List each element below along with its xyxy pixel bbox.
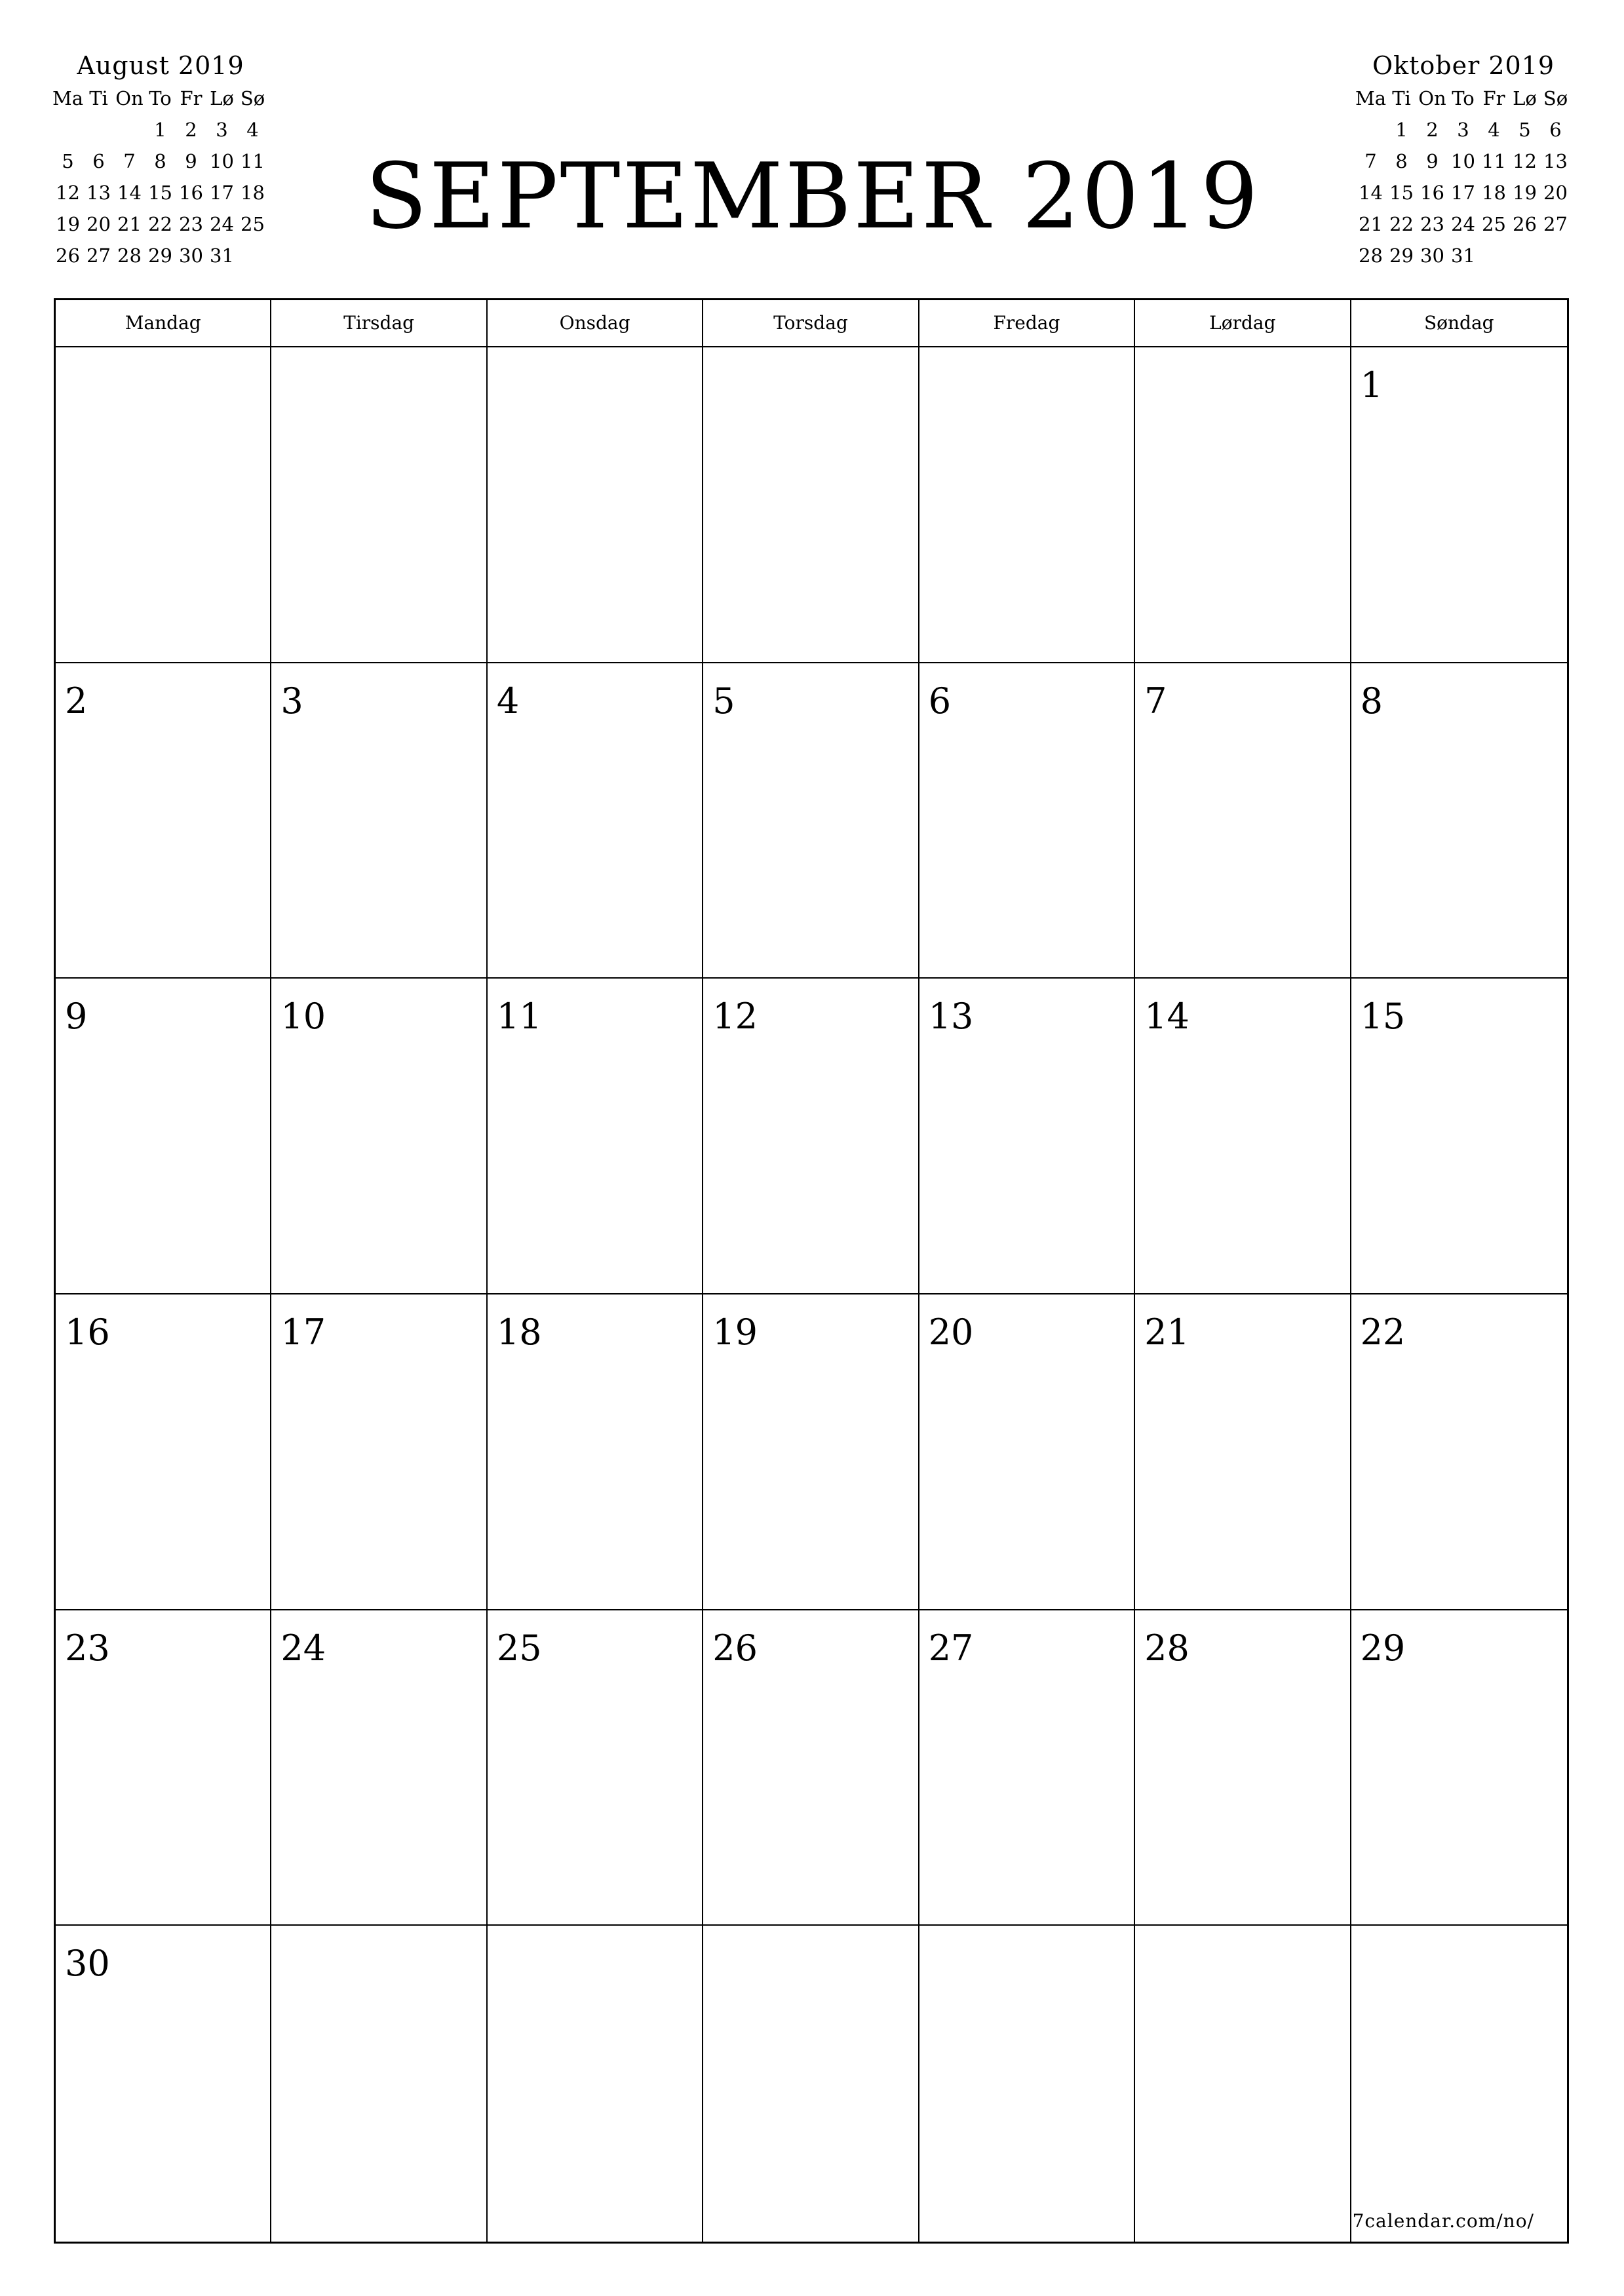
day-number: 15 bbox=[1360, 996, 1406, 1038]
day-cell bbox=[271, 1610, 487, 1926]
mini-day: 15 bbox=[1389, 182, 1414, 204]
mini-weekday: Ti bbox=[1392, 87, 1411, 109]
day-number: 21 bbox=[1144, 1311, 1189, 1353]
day-number: 11 bbox=[496, 996, 542, 1038]
day-number: 8 bbox=[1360, 680, 1383, 722]
day-cell bbox=[271, 979, 487, 1294]
mini-day: 26 bbox=[1513, 213, 1537, 235]
month-grid bbox=[54, 298, 1569, 2244]
day-number: 13 bbox=[928, 996, 974, 1038]
day-number: 9 bbox=[65, 996, 88, 1038]
mini-calendar-prev-title: August 2019 bbox=[77, 51, 244, 80]
day-number: 2 bbox=[65, 680, 88, 722]
day-number: 4 bbox=[496, 680, 520, 722]
mini-weekday: To bbox=[149, 87, 172, 109]
mini-weekday: On bbox=[115, 87, 144, 109]
day-cell bbox=[56, 663, 271, 979]
day-cell bbox=[1351, 979, 1567, 1294]
day-cell bbox=[1351, 347, 1567, 663]
mini-calendar-next-title: Oktober 2019 bbox=[1372, 51, 1555, 80]
mini-day: 10 bbox=[1451, 150, 1475, 172]
day-cell bbox=[488, 663, 703, 979]
mini-day: 13 bbox=[87, 182, 111, 204]
mini-day: 31 bbox=[210, 244, 234, 267]
mini-day: 7 bbox=[1364, 150, 1377, 172]
day-cell bbox=[271, 347, 487, 663]
day-cell bbox=[488, 1610, 703, 1926]
mini-day: 13 bbox=[1543, 150, 1568, 172]
mini-day: 10 bbox=[210, 150, 234, 172]
day-cell bbox=[488, 347, 703, 663]
mini-day: 27 bbox=[87, 244, 111, 267]
day-number: 7 bbox=[1144, 680, 1167, 722]
mini-weekday: Sø bbox=[240, 87, 265, 109]
mini-day bbox=[1540, 240, 1571, 271]
day-number: 30 bbox=[65, 1943, 110, 1985]
mini-day: 4 bbox=[1488, 119, 1500, 141]
mini-weekday: To bbox=[1452, 87, 1475, 109]
mini-calendar-next-grid bbox=[1355, 83, 1572, 271]
day-cell bbox=[56, 979, 271, 1294]
day-cell bbox=[703, 1610, 919, 1926]
weekday-header: Tirsdag bbox=[271, 300, 487, 347]
mini-day: 25 bbox=[1482, 213, 1506, 235]
mini-calendar-prev bbox=[52, 51, 269, 271]
day-cell bbox=[56, 1294, 271, 1610]
day-cell bbox=[919, 979, 1135, 1294]
mini-day: 21 bbox=[1359, 213, 1383, 235]
weekday-header: Torsdag bbox=[703, 300, 919, 347]
mini-day: 5 bbox=[1518, 119, 1531, 141]
mini-day: 24 bbox=[210, 213, 234, 235]
mini-day: 31 bbox=[1451, 244, 1475, 267]
mini-day bbox=[83, 114, 114, 146]
mini-weekday: Lø bbox=[210, 87, 234, 109]
mini-day: 22 bbox=[148, 213, 172, 235]
mini-weekday: Ma bbox=[52, 87, 83, 109]
mini-day: 22 bbox=[1389, 213, 1414, 235]
mini-day: 6 bbox=[1549, 119, 1562, 141]
day-cell bbox=[271, 1926, 487, 2242]
mini-day: 4 bbox=[246, 119, 259, 141]
day-number: 23 bbox=[65, 1627, 110, 1669]
mini-weekday: Lø bbox=[1513, 87, 1537, 109]
day-cell bbox=[1135, 979, 1351, 1294]
mini-day: 3 bbox=[216, 119, 228, 141]
mini-day bbox=[1479, 240, 1509, 271]
mini-day: 5 bbox=[62, 150, 74, 172]
mini-day bbox=[1509, 240, 1540, 271]
mini-day: 26 bbox=[56, 244, 80, 267]
day-number: 24 bbox=[280, 1627, 326, 1669]
mini-day: 29 bbox=[1389, 244, 1414, 267]
day-number: 22 bbox=[1360, 1311, 1406, 1353]
mini-day: 16 bbox=[179, 182, 203, 204]
mini-day: 2 bbox=[185, 119, 197, 141]
mini-day: 16 bbox=[1420, 182, 1444, 204]
day-number: 27 bbox=[928, 1627, 974, 1669]
day-number: 29 bbox=[1360, 1627, 1406, 1669]
day-cell bbox=[1135, 663, 1351, 979]
mini-day bbox=[237, 240, 268, 271]
mini-day: 14 bbox=[1359, 182, 1383, 204]
day-number: 18 bbox=[496, 1311, 542, 1353]
day-number: 10 bbox=[280, 996, 326, 1038]
day-cell bbox=[271, 1294, 487, 1610]
day-cell bbox=[56, 1610, 271, 1926]
mini-day: 11 bbox=[1482, 150, 1506, 172]
mini-day: 27 bbox=[1543, 213, 1568, 235]
mini-day: 20 bbox=[1543, 182, 1568, 204]
mini-day: 3 bbox=[1457, 119, 1469, 141]
day-cell bbox=[703, 347, 919, 663]
day-cell bbox=[488, 979, 703, 1294]
day-number: 26 bbox=[712, 1627, 758, 1669]
mini-weekday: Ma bbox=[1355, 87, 1386, 109]
day-cell bbox=[1351, 1294, 1567, 1610]
day-number: 3 bbox=[280, 680, 303, 722]
mini-day: 24 bbox=[1451, 213, 1475, 235]
day-number: 14 bbox=[1144, 996, 1189, 1038]
mini-day: 17 bbox=[210, 182, 234, 204]
mini-day: 12 bbox=[1513, 150, 1537, 172]
mini-day: 15 bbox=[148, 182, 172, 204]
day-cell bbox=[703, 1294, 919, 1610]
day-cell bbox=[703, 1926, 919, 2242]
day-cell bbox=[919, 347, 1135, 663]
mini-day: 30 bbox=[1420, 244, 1444, 267]
mini-day: 14 bbox=[117, 182, 142, 204]
mini-day: 8 bbox=[1395, 150, 1408, 172]
day-cell bbox=[919, 663, 1135, 979]
mini-day: 19 bbox=[56, 213, 80, 235]
mini-day: 17 bbox=[1451, 182, 1475, 204]
mini-day: 12 bbox=[56, 182, 80, 204]
day-cell bbox=[1135, 1294, 1351, 1610]
day-cell bbox=[1135, 347, 1351, 663]
day-cell bbox=[1135, 1610, 1351, 1926]
day-cell bbox=[488, 1926, 703, 2242]
mini-day: 19 bbox=[1513, 182, 1537, 204]
day-number: 6 bbox=[928, 680, 952, 722]
mini-day: 9 bbox=[185, 150, 197, 172]
mini-weekday: Sø bbox=[1543, 87, 1568, 109]
mini-weekday: Fr bbox=[180, 87, 203, 109]
footer-credit: 7calendar.com/no/ bbox=[1352, 2209, 1534, 2232]
mini-day: 9 bbox=[1426, 150, 1439, 172]
mini-day: 21 bbox=[117, 213, 142, 235]
mini-weekday: On bbox=[1418, 87, 1446, 109]
mini-day: 29 bbox=[148, 244, 172, 267]
mini-day: 6 bbox=[92, 150, 105, 172]
mini-day: 8 bbox=[154, 150, 166, 172]
mini-day: 25 bbox=[241, 213, 265, 235]
day-cell bbox=[1351, 1926, 1567, 2242]
day-number: 19 bbox=[712, 1311, 758, 1353]
day-cell bbox=[271, 663, 487, 979]
weekday-header: Lørdag bbox=[1135, 300, 1351, 347]
mini-day bbox=[52, 114, 83, 146]
mini-day: 2 bbox=[1426, 119, 1439, 141]
day-cell bbox=[56, 1926, 271, 2242]
day-number: 25 bbox=[496, 1627, 542, 1669]
day-cell bbox=[1351, 1610, 1567, 1926]
day-cell bbox=[919, 1926, 1135, 2242]
mini-day: 18 bbox=[241, 182, 265, 204]
day-cell bbox=[703, 979, 919, 1294]
day-cell bbox=[1135, 1926, 1351, 2242]
day-number: 28 bbox=[1144, 1627, 1189, 1669]
mini-calendar-next bbox=[1355, 51, 1572, 271]
day-number: 17 bbox=[280, 1311, 326, 1353]
day-number: 1 bbox=[1360, 364, 1383, 406]
mini-calendar-prev-grid bbox=[52, 83, 269, 271]
mini-day: 1 bbox=[1395, 119, 1408, 141]
day-cell bbox=[703, 663, 919, 979]
weekday-header: Mandag bbox=[56, 300, 271, 347]
page-title: SEPTEMBER 2019 bbox=[365, 144, 1260, 249]
mini-day: 7 bbox=[123, 150, 136, 172]
weekday-header: Søndag bbox=[1351, 300, 1567, 347]
day-number: 12 bbox=[712, 996, 758, 1038]
mini-day bbox=[114, 114, 145, 146]
mini-day: 30 bbox=[179, 244, 203, 267]
day-cell bbox=[919, 1610, 1135, 1926]
mini-day: 23 bbox=[1420, 213, 1444, 235]
mini-weekday: Ti bbox=[89, 87, 108, 109]
weekday-header: Fredag bbox=[919, 300, 1135, 347]
mini-day: 1 bbox=[154, 119, 166, 141]
day-cell bbox=[919, 1294, 1135, 1610]
mini-day: 28 bbox=[1359, 244, 1383, 267]
day-number: 16 bbox=[65, 1311, 110, 1353]
mini-day bbox=[1355, 114, 1386, 146]
day-cell bbox=[488, 1294, 703, 1610]
day-cell bbox=[1351, 663, 1567, 979]
mini-day: 28 bbox=[117, 244, 142, 267]
mini-day: 20 bbox=[87, 213, 111, 235]
day-cell bbox=[56, 347, 271, 663]
mini-day: 18 bbox=[1482, 182, 1506, 204]
weekday-header: Onsdag bbox=[488, 300, 703, 347]
mini-weekday: Fr bbox=[1482, 87, 1505, 109]
mini-day: 23 bbox=[179, 213, 203, 235]
day-number: 5 bbox=[712, 680, 735, 722]
mini-day: 11 bbox=[241, 150, 265, 172]
day-number: 20 bbox=[928, 1311, 974, 1353]
